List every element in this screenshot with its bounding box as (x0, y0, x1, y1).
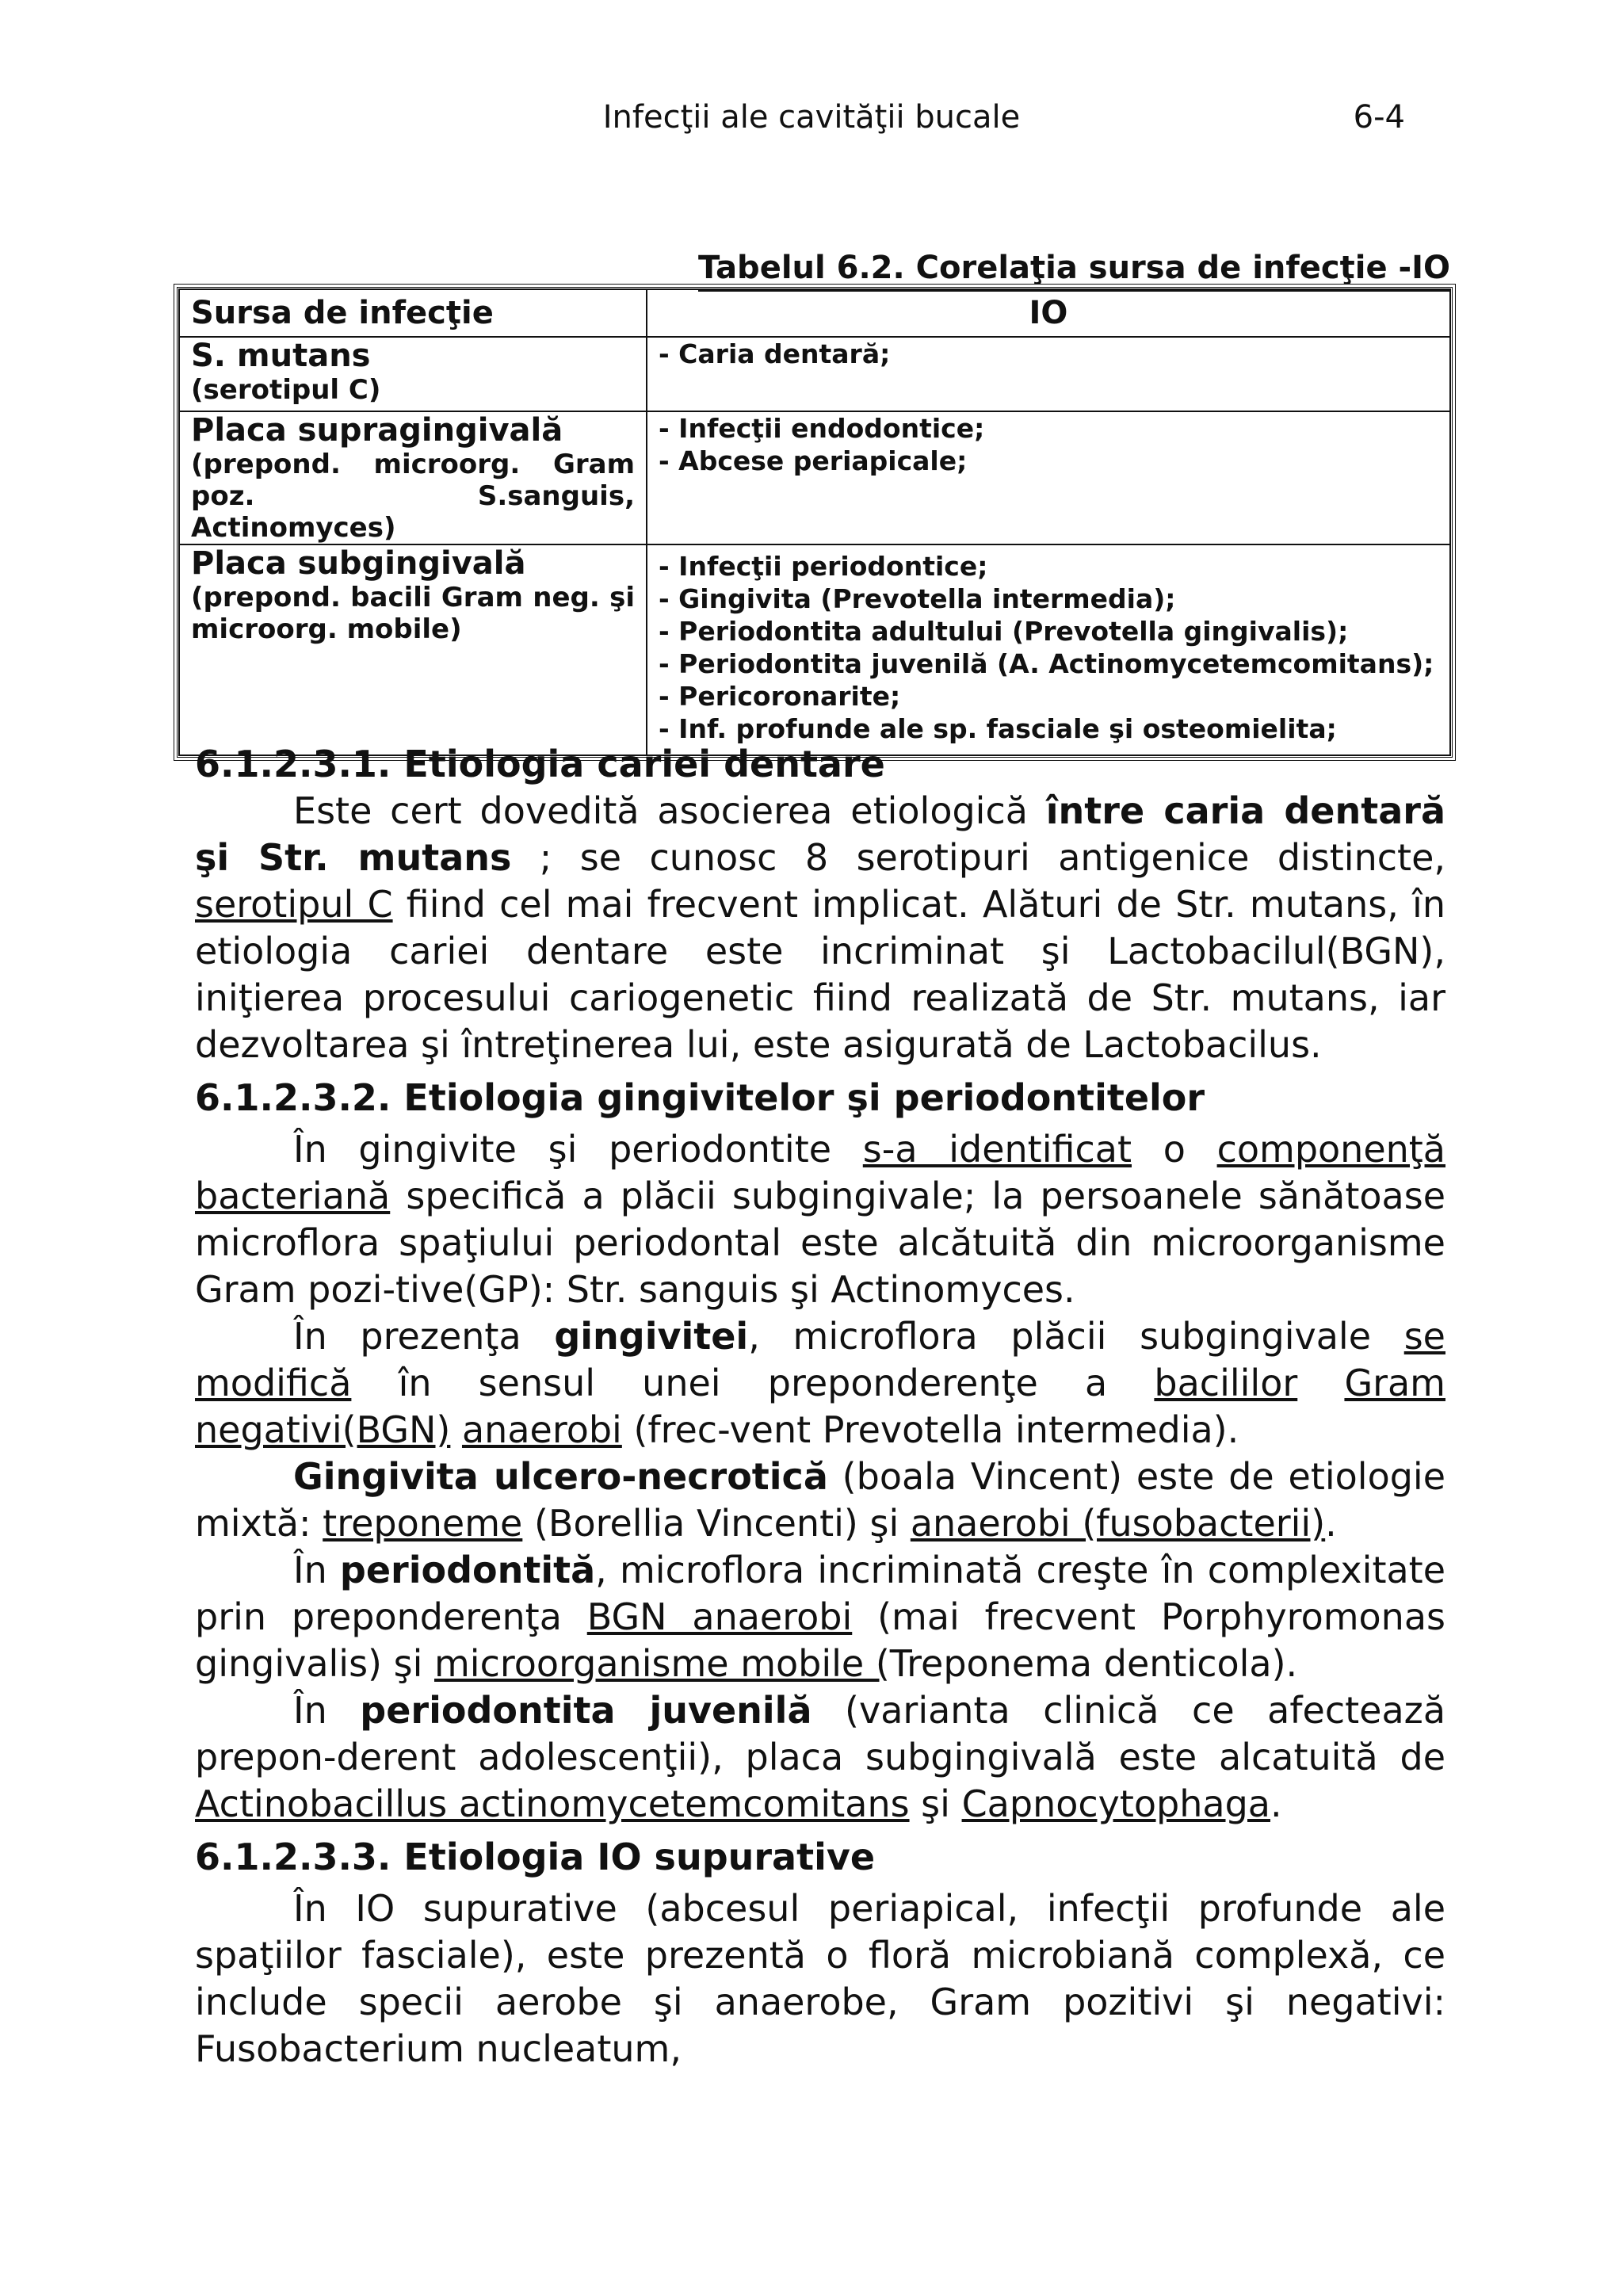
text-run: În IO supurative (abcesul periapical, infecţii profunde ale spaţiilor fasciale), este prezentă o floră microbiană complexă, ce include specii aerobe şi anaerobe, Gram pozitivi şi negativi: Fusobacterium nucleatum, (195, 1887, 1445, 2070)
text-run: (mai frecvent Porphyromonas gingivalis) şi (195, 1595, 1445, 1685)
text-run: (boala Vincent) este de etiologie mixtă: (195, 1455, 1445, 1545)
body-text (195, 741, 1445, 2073)
io-item: - Inf. profunde ale sp. fasciale şi osteomielita; (659, 713, 1337, 744)
underlined-text: microorganisme mobile ( (434, 1642, 890, 1685)
running-header (0, 94, 1623, 141)
underlined-text: BGN anaerobi (586, 1595, 853, 1638)
source-name: Placa subgingivală (191, 545, 526, 582)
io-item: - Periodontita adultului (Prevotella gingivalis); (659, 616, 1349, 647)
correlation-table (177, 287, 1453, 758)
text-run: specifică a plăcii subgingivale; la persoanele sănătoase microflora spaţiului periodontal este alcătuită din microorganisme Gram pozi-tive(GP): Str. sanguis şi Actinomyces. (195, 1175, 1445, 1311)
text-run: o (1132, 1128, 1217, 1171)
io-item: - Pericoronarite; (659, 681, 901, 712)
paragraph (195, 1687, 1445, 1828)
bold-text: periodontita juvenilă (360, 1689, 812, 1732)
paragraph (195, 788, 1445, 1068)
io-cell (647, 411, 1450, 544)
underlined-text: anaerobi (fusobacterii) (910, 1502, 1326, 1545)
io-item: - Gingivita (Prevotella intermedia); (659, 583, 1176, 614)
paragraph (195, 1547, 1445, 1687)
text-run: ; se cunosc 8 serotipuri antigenice distincte, (511, 836, 1445, 879)
source-detail: (prepond. bacili Gram neg. şi microorg. mobile) (191, 582, 635, 645)
bold-text: gingivitei (554, 1315, 749, 1358)
source-name: S. mutans (191, 338, 371, 374)
source-cell (179, 337, 647, 411)
io-item: - Infecţii periodontice; (659, 551, 988, 582)
bold-text: Gingivita ulcero-necrotică (293, 1455, 828, 1498)
table-row (179, 337, 1450, 411)
paragraph (195, 1454, 1445, 1547)
table-header-row (179, 289, 1450, 337)
bold-text: între caria dentară şi Str. mutans (195, 789, 1446, 879)
section-heading: 6.1.2.3.2. Etiologia gingivitelor şi periodontitelor (195, 1076, 1205, 1119)
col-header-io: IO (647, 289, 1450, 337)
paragraph (195, 1313, 1445, 1454)
text-run: Treponema denticola). (889, 1642, 1298, 1685)
underlined-text: Capnocytophaga (961, 1782, 1270, 1825)
underlined-text: s-a identificat (862, 1128, 1132, 1171)
source-cell (179, 544, 647, 755)
table-caption: Tabelul 6.2. Corelaţia sursa de infecţie -IO (698, 246, 1450, 290)
text-run: În prezenţa (293, 1315, 555, 1358)
source-name: Placa supragingivală (191, 412, 563, 449)
text-run: şi (909, 1782, 962, 1825)
text-run: În (293, 1549, 340, 1591)
io-cell (647, 544, 1450, 755)
table-row (179, 411, 1450, 544)
text-run: Este cert dovedită asocierea etiologică (293, 789, 1046, 832)
underlined-text: treponeme (323, 1502, 523, 1545)
col-header-source: Sursa de infecţie (179, 289, 647, 337)
text-run: . (1325, 1502, 1337, 1545)
underlined-text: negativi(BGN) (195, 1408, 451, 1451)
io-item: - Caria dentară; (659, 338, 891, 369)
section-heading: 6.1.2.3.1. Etiologia cariei dentare (195, 743, 885, 785)
io-item: - Abcese periapicale; (659, 445, 968, 476)
text-run: În gingivite şi periodontite (293, 1128, 863, 1171)
source-cell (179, 411, 647, 544)
underlined-text: Gram (1344, 1362, 1445, 1404)
header-title: Infecţii ale cavităţii bucale (602, 99, 1021, 136)
underlined-text: componenţă (1216, 1128, 1445, 1171)
text-run: în sensul unei preponderenţe a (351, 1362, 1155, 1404)
paragraph (195, 1126, 1445, 1313)
underlined-text: serotipul C (195, 883, 393, 926)
underlined-text: bacililor (1154, 1362, 1298, 1404)
source-detail: (prepond. microorg. Gram poz. S.sanguis, Actinomyces) (191, 449, 635, 544)
table-row (179, 544, 1450, 755)
text-run (1297, 1362, 1344, 1404)
underlined-text: Actinobacillus actinomycetemcomitans (195, 1782, 910, 1825)
page-number: 6-4 (1353, 99, 1405, 136)
text-run: (Borellia Vincenti) şi (522, 1502, 911, 1545)
text-run: . (1270, 1782, 1282, 1825)
io-cell (647, 337, 1450, 411)
text-run (450, 1408, 462, 1451)
io-item: - Periodontita juvenilă (A. Actinomycetemcomitans); (659, 648, 1434, 679)
text-run: , microflora plăcii subgingivale (748, 1315, 1404, 1358)
text-run: fiind cel mai frecvent implicat. Alături de Str. mutans, în etiologia cariei dentare este incriminat şi Lactobacilul(BGN), iniţierea procesului cariogenetic fiind realizată de Str. mutans, iar dezvoltarea şi întreţinerea lui, este asigurată de Lactobacilus. (195, 883, 1445, 1066)
io-item: - Infecţii endodontice; (659, 413, 985, 444)
underlined-text: se modifică (195, 1315, 1445, 1404)
text-run: (frec-vent Prevotella intermedia). (621, 1408, 1239, 1451)
underlined-text: anaerobi (461, 1408, 622, 1451)
source-detail: (serotipul C) (191, 374, 381, 406)
bold-text: periodontită (339, 1549, 596, 1591)
text-run: , microflora incriminată creşte în complexitate prin preponderenţa (195, 1549, 1445, 1638)
section-heading: 6.1.2.3.3. Etiologia IO supurative (195, 1836, 876, 1878)
paragraph (195, 1885, 1445, 2073)
text-run: În (293, 1689, 361, 1732)
underlined-text: bacteriană (195, 1175, 391, 1217)
text-run: (varianta clinică ce afectează prepon-derent adolescenţii), placa subgingivală este alcatuită de (195, 1689, 1446, 1778)
